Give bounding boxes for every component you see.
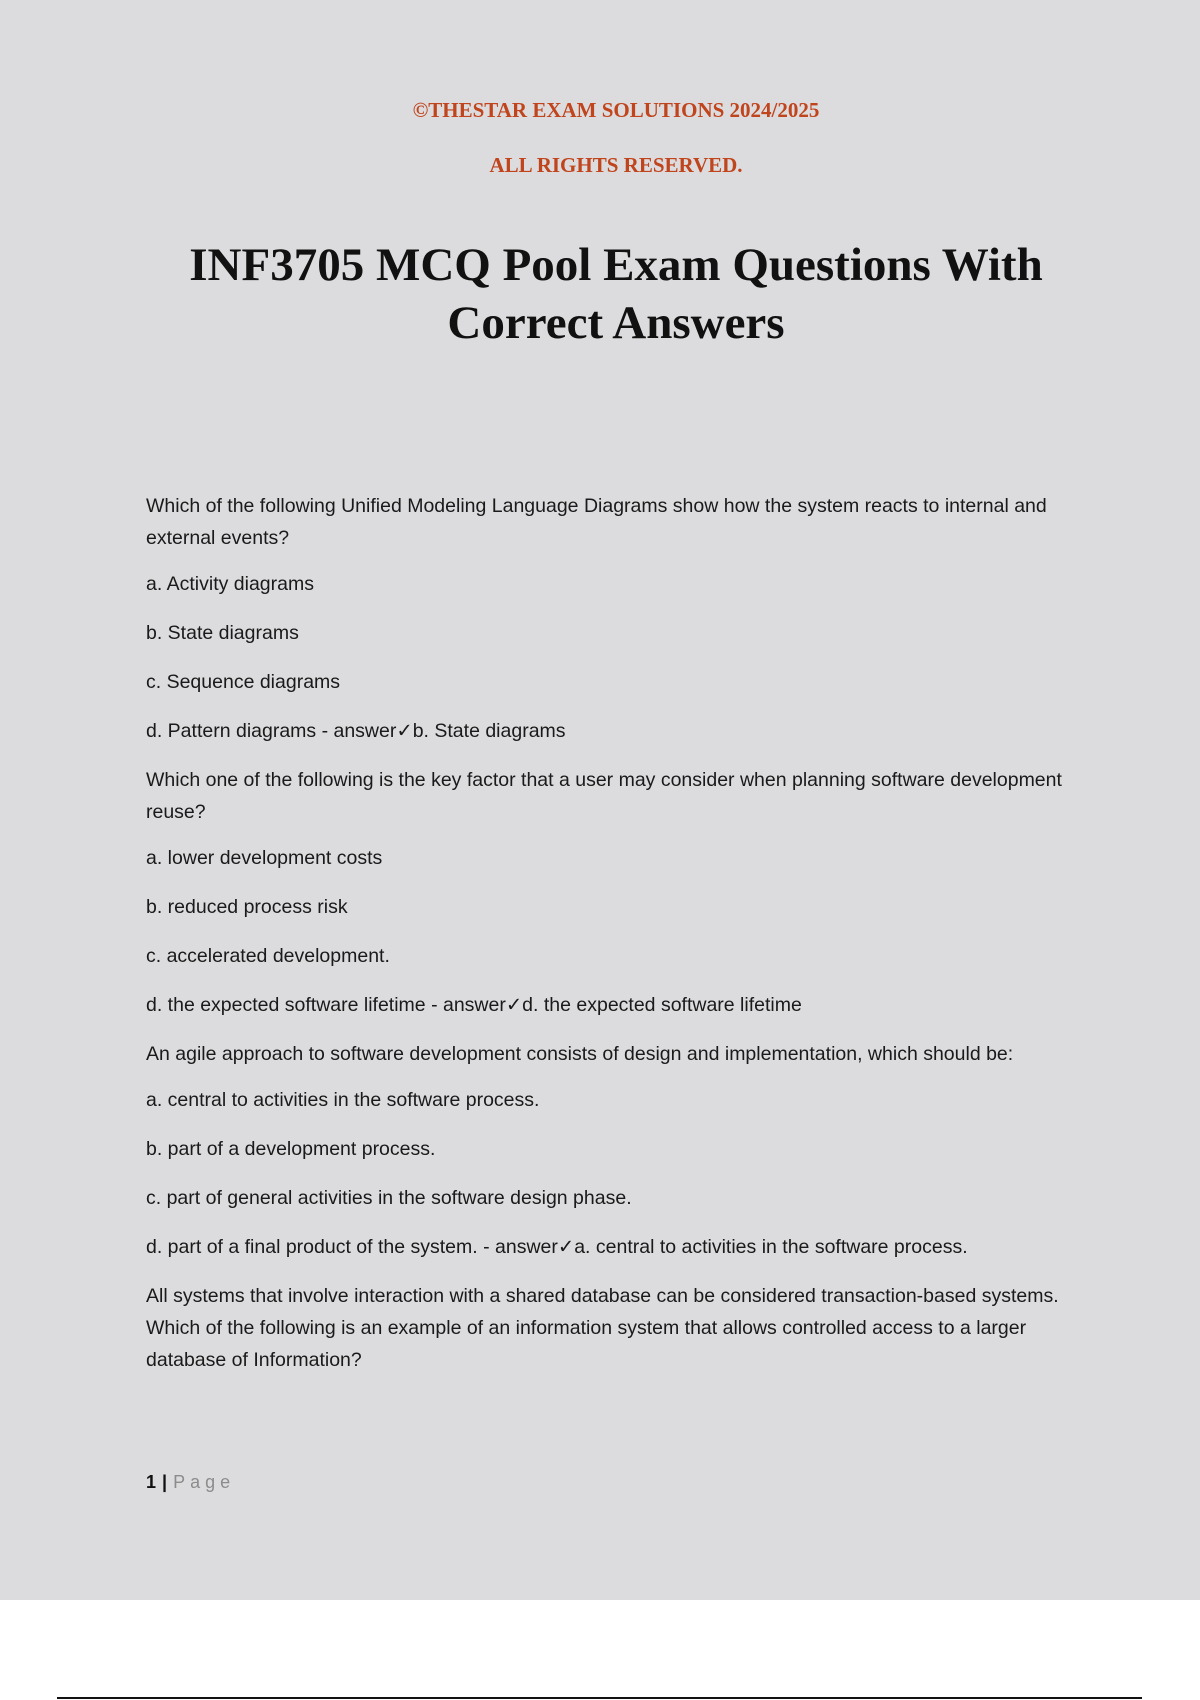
answer-option: a. lower development costs	[146, 847, 383, 869]
rights-reserved-header: ALL RIGHTS RESERVED.	[489, 153, 743, 177]
page-footer	[146, 1472, 235, 1493]
bottom-divider	[57, 1697, 1142, 1699]
footer-separator: |	[162, 1472, 168, 1492]
answer-option: c. part of general activities in the software design phase.	[146, 1187, 632, 1209]
answer-option: a. Activity diagrams	[146, 573, 314, 595]
question-block	[146, 1038, 1076, 1263]
answer-option: c. Sequence diagrams	[146, 671, 341, 693]
question-text: Which of the following Unified Modeling Language Diagrams show how the system reacts to internal and external events?	[146, 495, 1047, 549]
answer-option: b. State diagrams	[146, 622, 299, 644]
title-line-2: Correct Answers	[447, 297, 785, 349]
question-text: Which one of the following is the key factor that a user may consider when planning software development reuse?	[146, 769, 1062, 823]
answer-option-with-answer: d. part of a final product of the system. - answer✓a. central to activities in the software process.	[146, 1236, 968, 1258]
answer-option: a. central to activities in the software process.	[146, 1089, 540, 1111]
page-label: Page	[173, 1472, 236, 1492]
question-block	[146, 1280, 1076, 1376]
question-text: All systems that involve interaction with a shared database can be considered transaction-based systems. Which of the following is an example of an information system that allows controlled access to a larger database of Information?	[146, 1285, 1059, 1371]
questions-body	[146, 490, 1076, 1390]
question-block	[146, 764, 1076, 1021]
page-number: 1	[146, 1472, 157, 1492]
answer-option: b. part of a development process.	[146, 1138, 436, 1160]
answer-option-with-answer: d. Pattern diagrams - answer✓b. State diagrams	[146, 720, 566, 742]
title-line-1: INF3705 MCQ Pool Exam Questions With	[189, 239, 1043, 291]
copyright-header: ©THESTAR EXAM SOLUTIONS 2024/2025	[412, 98, 820, 122]
question-block	[146, 490, 1076, 747]
answer-option-with-answer: d. the expected software lifetime - answer✓d. the expected software lifetime	[146, 994, 802, 1016]
answer-option: c. accelerated development.	[146, 945, 390, 967]
question-text: An agile approach to software development consists of design and implementation, which should be:	[146, 1043, 1014, 1065]
answer-option: b. reduced process risk	[146, 896, 348, 918]
document-title	[0, 236, 1200, 352]
